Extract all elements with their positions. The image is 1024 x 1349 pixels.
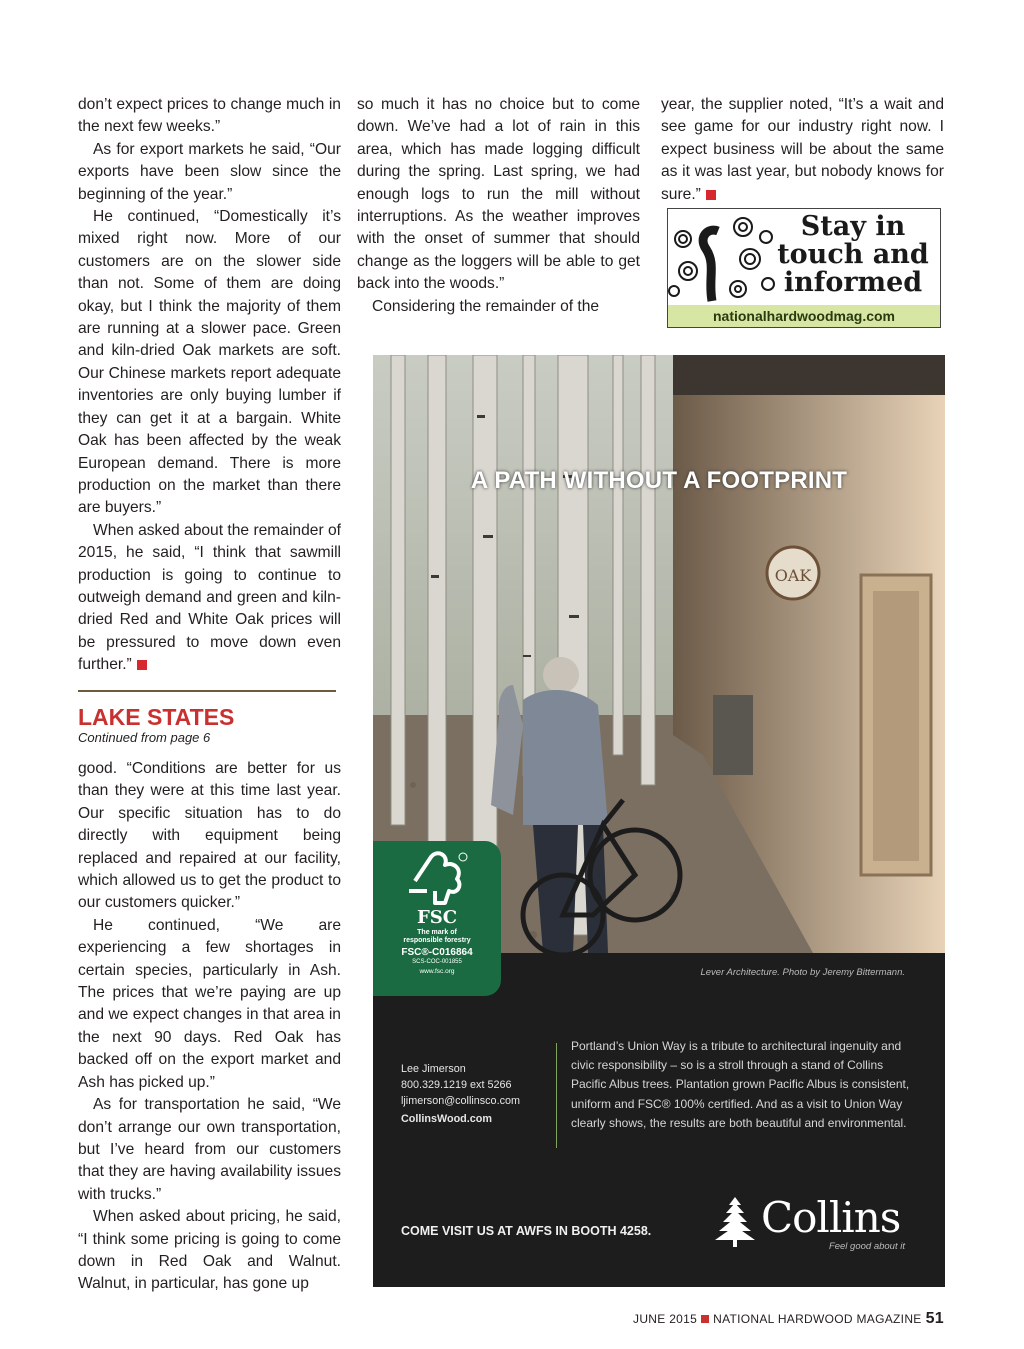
fsc-web[interactable]: www.fsc.org xyxy=(419,968,455,975)
contact-block xyxy=(401,1061,520,1127)
headline-line: informed xyxy=(783,267,923,298)
article-column-2 xyxy=(357,94,640,318)
paragraph: so much it has no choice but to come down. We’ve had a lot of rain in this area, which has made logging difficult during the spring. Last spring, we had enough logs to run the mill without interruptions. As the weather improves with the onset of summer that should change as the loggers will be able to get back into the woods.” xyxy=(357,96,640,293)
contact-email[interactable]: ljimerson@collinsco.com xyxy=(401,1095,520,1107)
paragraph: He continued, “Domestically it’s mixed right now. More of our customers are on the slower side than not. Some of them are doing okay, but I think the majority of them are running at a slower pace. Green and kiln-dried Oak markets are soft. Our Chinese markets report adequate inventories are only buying lumber if they can get it at a bargain. White Oak has been affected by the weak European demand. There is more production on the market than there are buyers.” xyxy=(78,208,341,517)
brand-tagline: Feel good about it xyxy=(828,1241,905,1252)
collins-advertisement xyxy=(373,355,945,1287)
separator-icon xyxy=(701,1315,709,1323)
paragraph-text: year, the supplier noted, “It’s a wait and see game for our industry right now. I expect business will be about the same as it was last year, but nobody knows for sure.” xyxy=(661,96,944,203)
website-link[interactable]: nationalhardwoodmag.com xyxy=(668,305,940,327)
headline-line: Stay in xyxy=(800,211,906,242)
contact-phone[interactable]: 800.329.1219 ext 5266 xyxy=(401,1079,512,1091)
article-column-3 xyxy=(661,94,944,206)
sign-text: OAK xyxy=(774,566,812,585)
fsc-code: FSC®-C016864 xyxy=(401,947,473,958)
contact-website[interactable]: CollinsWood.com xyxy=(401,1113,492,1125)
end-mark-icon xyxy=(706,190,716,200)
paragraph: Considering the remainder of the xyxy=(372,297,600,315)
paragraph: He continued, “We are experiencing a few shortages in certain species, particularly in Ash. The prices that we’re paying are up and we expect changes in that area in the next 90 days. Red Oak has backed off on the export market and Ash has picked up.” xyxy=(78,916,341,1091)
fsc-mark-line: The mark of xyxy=(417,929,457,936)
end-mark-icon xyxy=(137,660,147,670)
paragraph-text: When asked about the remainder of 2015, he said, “I think that sawmill production is going to continue to outweigh demand and green and kiln-dried Red and White Oak prices will be pressured to move down even further.” xyxy=(78,521,341,674)
photo-credit: Lever Architecture. Photo by Jeremy Bittermann. xyxy=(700,967,905,978)
collins-logo xyxy=(713,1193,913,1253)
section-heading: LAKE STATES xyxy=(78,704,235,730)
booth-callout: COME VISIT US AT AWFS IN BOOTH 4258. xyxy=(401,1224,652,1238)
section-divider xyxy=(78,690,336,692)
page-footer xyxy=(633,1310,944,1328)
headline-line: touch and xyxy=(777,239,929,270)
paragraph xyxy=(661,94,944,206)
fsc-coc: SCS-COC-001855 xyxy=(412,959,462,965)
continued-note: Continued from page 6 xyxy=(78,730,211,745)
paragraph: When asked about pricing, he said, “I think some pricing is going to come down in Red Oak and Walnut. Walnut, in particular, has gone up xyxy=(78,1208,341,1293)
fsc-badge xyxy=(373,841,501,996)
tree-logo-icon xyxy=(713,1197,757,1247)
magazine-name: NATIONAL HARDWOOD MAGAZINE xyxy=(713,1312,922,1326)
fsc-mark-line: responsible forestry xyxy=(403,937,471,944)
paragraph: As for transportation he said, “We don’t arrange our own transportation, but I’ve heard from our customers that they are having availability issues with trucks.” xyxy=(78,1096,341,1203)
brand-name: Collins xyxy=(761,1193,901,1242)
ad-body-text: Portland’s Union Way is a tribute to architectural ingenuity and civic responsibility – so is a stroll through a stand of Collins Pacific Albus trees. Plantation grown Pacific Albus is consistent, uniform and FSC® 100% certified. And as a visit to Union Way clearly shows, the results are both beautiful and environmental. xyxy=(571,1039,910,1130)
stay-in-touch-ad[interactable] xyxy=(667,208,941,328)
lake-states-column xyxy=(78,758,341,1296)
paragraph xyxy=(78,520,341,677)
paragraph: don’t expect prices to change much in the next few weeks.” xyxy=(78,96,341,136)
paragraph: As for export markets he said, “Our exports have been slow since the beginning of the year.” xyxy=(78,140,341,203)
fsc-mark-text xyxy=(373,929,501,945)
fsc-tree-icon xyxy=(405,851,469,907)
ad-headline: A PATH WITHOUT A FOOTPRINT xyxy=(470,467,848,494)
swirl-tree-icon xyxy=(668,209,778,307)
paragraph: good. “Conditions are better for us than they were at this time last year. Our specific situation has to do directly with equipment being replaced and repaired at our facility, which allowed us to get the product to our customers quicker.” xyxy=(78,760,341,912)
article-column-1 xyxy=(78,94,341,677)
page-number: 51 xyxy=(925,1310,944,1327)
fsc-name: FSC xyxy=(416,907,458,928)
divider-line xyxy=(556,1043,557,1148)
stay-in-touch-text xyxy=(768,213,938,297)
issue-date: JUNE 2015 xyxy=(633,1312,698,1326)
contact-name: Lee Jimerson xyxy=(401,1063,466,1075)
